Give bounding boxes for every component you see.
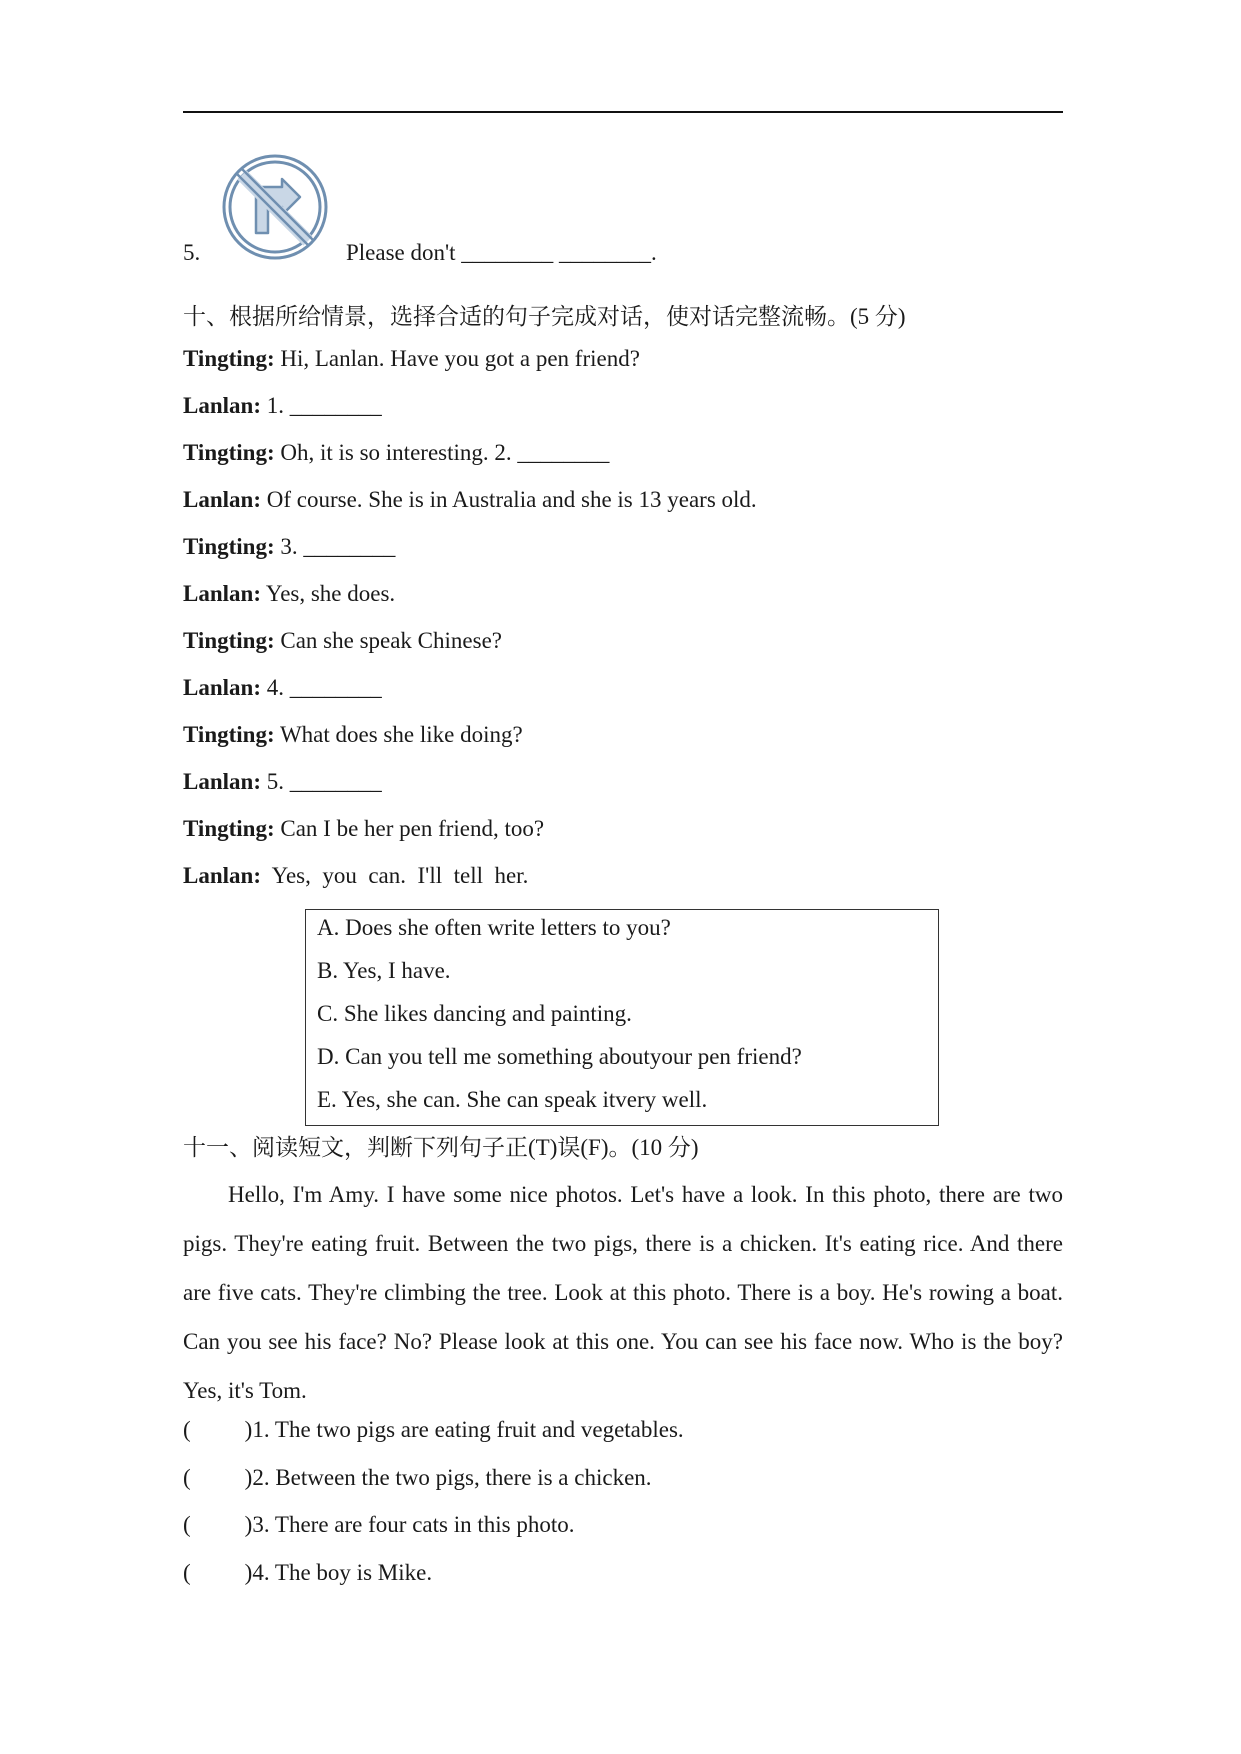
question-item: ( )3. There are four cats in this photo. [183,1512,575,1537]
dialogue-line [183,534,395,560]
speaker: Tingting: [183,346,275,371]
speaker: Lanlan: [183,863,261,888]
question-text: 2. Between the two pigs, there is a chicken. [252,1465,652,1490]
speaker: Lanlan: [183,769,261,794]
speaker: Tingting: [183,628,275,653]
dialogue-line [183,769,382,795]
speaker: Tingting: [183,440,275,465]
question-item: ( )1. The two pigs are eating fruit and vegetables. [183,1417,684,1442]
speaker: Tingting: [183,534,275,559]
question-text: 3. There are four cats in this photo. [252,1512,575,1537]
dialogue-line [183,440,609,466]
option-a: A. Does she often write letters to you? [317,915,671,940]
speaker: Lanlan: [183,487,261,512]
line-text: What does she like doing? [279,722,523,747]
reading-passage [183,1170,1063,1415]
line-text: 5. ________ [266,769,382,794]
dialogue-line [183,487,757,513]
line-text: 3. ________ [280,534,396,559]
option-b: B. Yes, I have. [317,958,451,983]
dialogue-line [183,675,382,701]
item-5-number: 5. [183,240,201,265]
speaker: Tingting: [183,816,275,841]
speaker: Tingting: [183,722,275,747]
line-text: 1. ________ [266,393,382,418]
line-text: 4. ________ [266,675,382,700]
speaker: Lanlan: [183,581,261,606]
question-text: 4. The boy is Mike. [252,1560,433,1585]
dialogue-line [183,393,382,419]
section-10-heading: 十、根据所给情景，选择合适的句子完成对话，使对话完整流畅。(5 分) [183,304,906,329]
dialogue-line [183,628,502,654]
question-item: ( )2. Between the two pigs, there is a chicken. [183,1465,652,1490]
option-c: C. She likes dancing and painting. [317,1001,632,1026]
question-text: 1. The two pigs are eating fruit and vegetables. [252,1417,684,1442]
option-d: D. Can you tell me something aboutyour pen friend? [317,1044,802,1069]
section-11-heading: 十一、阅读短文，判断下列句子正(T)误(F)。(10 分) [183,1135,699,1160]
item-5-sentence: Please don't ________ ________. [346,240,657,265]
line-text: Can I be her pen friend, too? [280,816,545,841]
dialogue-line [183,346,640,372]
options-box [305,909,939,1126]
dialogue-line [183,816,544,842]
no-turning-back-sign-icon [216,153,334,261]
line-text: Yes, you can. I'll tell her. [266,863,529,888]
dialogue-line [183,722,523,748]
line-text: Hi, Lanlan. Have you got a pen friend? [280,346,640,371]
line-text: Oh, it is so interesting. 2. ________ [280,440,610,465]
question-item: ( )4. The boy is Mike. [183,1560,433,1585]
dialogue-line [183,863,528,889]
line-text: Can she speak Chinese? [280,628,502,653]
speaker: Lanlan: [183,675,261,700]
top-rule [183,111,1063,113]
line-text: Of course. She is in Australia and she is 13 years old. [266,487,757,512]
dialogue-line [183,581,395,607]
option-e: E. Yes, she can. She can speak itvery well. [317,1087,708,1112]
passage-text: Hello, I'm Amy. I have some nice photos. Let's have a look. In this photo, there are two pigs. They're eating fruit. Between the two pigs, there is a chicken. It's eating rice. And there are five cats. They're climbing the tree. Look at this photo. There is a boy. He's rowing a boat. Can you see his face? No? Please look at this one. You can see his face now. Who is the boy? Yes, it's Tom. [183,1182,1063,1403]
line-text: Yes, she does. [265,581,396,606]
speaker: Lanlan: [183,393,261,418]
